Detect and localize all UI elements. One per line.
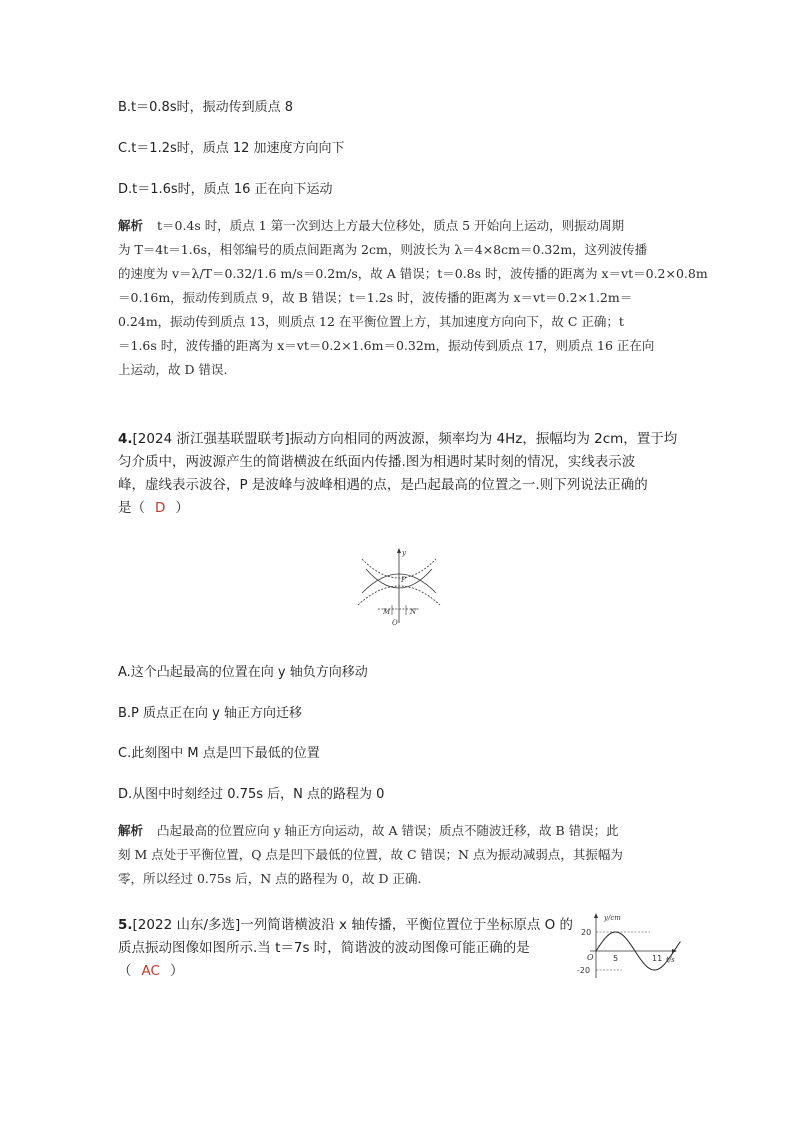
q4-stem [118, 428, 678, 520]
label-y: y [402, 549, 406, 557]
q5-answer: AC [141, 963, 160, 979]
analysis-line: t＝0.4s 时，质点 1 第一次到达上方最大位移处，质点 5 开始向上运动，则振动周期 [157, 218, 625, 233]
label-p: P [401, 576, 406, 584]
q5-stem-line: 质点振动图像如图所示.当 t＝7s 时，简谐波的波动图像可能正确的是 [118, 940, 530, 956]
analysis-line: ＝0.16m，振动传到质点 9，故 B 错误；t＝1.2s 时，波传播的距离为 x＝vt＝0.2×1.2m＝ [118, 290, 633, 305]
q4-option-c: C.此刻图中 M 点是凹下最低的位置 [118, 746, 320, 761]
origin-label: O [587, 953, 594, 962]
analysis-label: 解析 [118, 823, 144, 838]
q4-stem-line: 峰，虚线表示波谷，P 是波峰与波峰相遇的点，是凸起最高的位置之一.则下列说法正确的 [118, 477, 648, 493]
analysis-line: 凸起最高的位置应向 y 轴正方向运动，故 A 错误；质点不随波迁移，故 B 错误；此 [157, 823, 619, 838]
analysis-line: 上运动，故 D 错误. [118, 362, 228, 377]
q4-stem-tail: 是（ [118, 500, 145, 516]
analysis-label: 解析 [118, 218, 144, 233]
analysis-line: 为 T＝4t＝1.6s，相邻编号的质点间距离为 2cm，则波长为 λ＝4×8cm＝0.32m，这列波传播 [118, 242, 648, 257]
q3-option-c: C.t＝1.2s时，质点 12 加速度方向向下 [118, 141, 345, 156]
q4-number: 4. [118, 431, 133, 447]
q4-wave-figure [352, 545, 444, 627]
q4-stem-line: [2024 浙江强基联盟联考]振动方向相同的两波源，频率均为 4Hz，振幅均为 2cm，置于均 [132, 431, 678, 447]
analysis-line: 的速度为 v＝λ/T＝0.32/1.6 m/s＝0.2m/s，故 A 错误；t＝0.8s 时，波传播的距离为 x＝vt＝0.2×0.8m [118, 266, 708, 281]
q3-option-d: D.t＝1.6s时，质点 16 正在向下运动 [118, 182, 333, 197]
q4-option-d: D.从图中时刻经过 0.75s 后，N 点的路程为 0 [118, 787, 385, 802]
y-tick-bottom: -20 [577, 966, 591, 975]
q4-answer: D [155, 500, 166, 516]
analysis-line: 零，所以经过 0.75s 后，N 点的路程为 0，故 D 正确. [118, 871, 422, 886]
t-axis-label: t/s [666, 956, 675, 964]
q4-option-b: B.P 质点正在向 y 轴正方向迁移 [118, 706, 302, 721]
y-axis-label: y/cm [604, 914, 621, 922]
q5-stem [118, 914, 578, 983]
q4-analysis [118, 819, 674, 891]
q4-close-paren: ） [175, 500, 189, 516]
q5-open-paren: （ [118, 963, 132, 979]
q4-stem-line: 匀介质中，两波源产生的简谐横波在纸面内传播.图为相遇时某时刻的情况，实线表示波 [118, 454, 636, 470]
q4-option-a: A.这个凸起最高的位置在向 y 轴负方向移动 [118, 665, 368, 680]
y-tick-top: 20 [581, 928, 592, 937]
label-m: M [383, 608, 391, 616]
label-n: N [410, 608, 417, 616]
q5-vibration-graph [568, 910, 684, 982]
q3-option-b: B.t＝0.8s时，振动传到质点 8 [118, 100, 293, 115]
q5-stem-line: [2022 山东/多选]一列简谐横波沿 x 轴传播，平衡位置位于坐标原点 O 的 [132, 917, 574, 933]
label-o: O [392, 619, 398, 627]
analysis-line: ＝1.6s 时，波传播的距离为 x＝vt＝0.2×1.6m＝0.32m，振动传到质点 17，则质点 16 正在向 [118, 338, 655, 353]
y-axis-arrow [397, 548, 401, 553]
q5-close-paren: ） [169, 963, 184, 979]
q5-number: 5. [118, 917, 133, 933]
t-tick-5: 5 [613, 954, 619, 963]
analysis-line: 刻 M 点处于平衡位置，Q 点是凹下最低的位置，故 C 错误；N 点为振动减弱点，其振幅为 [118, 847, 623, 862]
y-axis-arrow [594, 913, 598, 918]
q3-analysis [118, 214, 708, 382]
analysis-line: 0.24m，振动传到质点 13，则质点 12 在平衡位置上方，其加速度方向向下，故 C 正确；t [118, 314, 624, 329]
t-tick-11: 11 [652, 954, 663, 963]
